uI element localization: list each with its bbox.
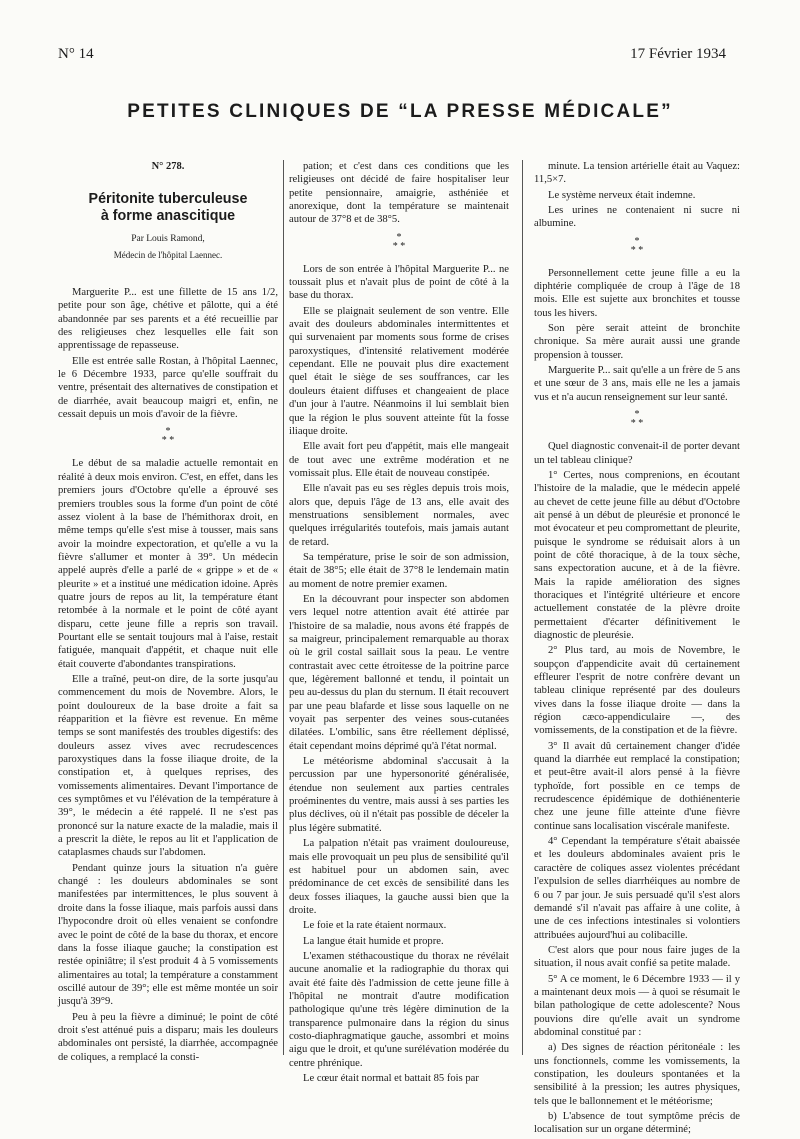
paragraph: Peu à peu la fièvre a diminué; le point de côté droit s'est atténué puis a disparu; mais les douleurs abdominales ont persisté, la diarrhée, accompagnée de coliques, a remplacé la consti-: [58, 1011, 278, 1063]
author-byline: Par Louis Ramond,: [131, 234, 205, 245]
separator-star: *: [634, 409, 640, 421]
paragraph: Sa température, prise le soir de son admission, était de 38°5; elle était de 37°8 le lendemain matin au moment de notre premier examen.: [289, 551, 509, 590]
article-title-line-1: Péritonite tuberculeuse: [88, 191, 248, 208]
paragraph: minute. La tension artérielle était au Vaquez: 11,5×7.: [534, 161, 740, 186]
paragraph: Les urines ne contenaient ni sucre ni albumine.: [534, 205, 740, 230]
paragraph-group: [58, 286, 278, 1064]
paragraph: 3° Il avait dû certainement changer d'idée quand la diarrhée eut remplacé la constipation; et peut-être avait-il alors pensé à la fièvre typhoïde, fort possible en ce temps de recrudescence épidémique de dothiénenterie chez une jeune fille atteinte d'une fièvre continue sans localisation viscérale manifeste.: [534, 740, 740, 832]
paragraph: Marguerite P... sait qu'elle a un frère de 5 ans et une sœur de 3 ans, mais elle ne les a jamais vus et n'a aucun renseignement sur leur santé.: [534, 365, 740, 403]
paragraph: C'est alors que pour nous faire juges de la situation, il nous avait confié sa petite malade.: [534, 944, 740, 970]
journal-section-title: PETITES CLINIQUES DE “LA PRESSE MÉDICALE”: [127, 101, 673, 122]
paragraph: La palpation n'était pas vraiment douloureuse, mais elle provoquait un peu plus de sensibilité qu'il est habituel pour un abdomen sain, avec prédominance de cet excès de sensibilité dans les deux fosses iliaques, la gauche aussi bien que la droite.: [289, 838, 509, 916]
column-rule: [522, 160, 523, 1055]
column-2: [289, 160, 509, 1087]
paragraph: Elle est entrée salle Rostan, à l'hôpital Laennec, le 6 Décembre 1933, parce qu'elle souffrait du ventre, présentait des alternatives de constipation et de diarrhée, avait beaucoup maigri et, enfin, ne cessait depuis un mois d'avoir de la fièvre.: [58, 355, 278, 421]
section-separator: [534, 410, 740, 428]
author-role: Médecin de l'hôpital Laennec.: [113, 249, 223, 260]
issue-date: 17 Février 1934: [630, 46, 726, 62]
separator-stars: * *: [161, 435, 175, 447]
section-separator: [289, 233, 509, 251]
paragraph: 2° Plus tard, au mois de Novembre, le soupçon d'appendicite avait dû certainement effleurer l'esprit de notre confrère devant un tableau clinique représenté par des douleurs vives dans la fosse iliaque droite — dans la région cæco-appendiculaire —, des vomissements, de la constipation et de la fièvre.: [534, 645, 740, 737]
paragraph: a) Des signes de réaction péritonéale : les uns fonctionnels, comme les vomissements, la constipation, les douleurs spontanées et la sensibilité à la pression; les autres physiques, tels que le ballonnement et le météorisme;: [534, 1042, 740, 1107]
section-separator: [58, 427, 278, 445]
column-rule: [283, 160, 284, 1055]
paragraph-group: [534, 440, 740, 1137]
separator-stars: * *: [630, 244, 644, 256]
paragraph: Le météorisme abdominal s'accusait à la percussion par une hypersonorité généralisée, étendue non seulement aux parties centrales proéminentes du ventre, mais aussi à ses parties les plus déclives, où il n'était pas possible de déceler la plus légère submatité.: [289, 756, 509, 834]
paragraph: Marguerite P... est une fillette de 15 ans 1/2, petite pour son âge, chétive et pâlotte, qui a été abandonnée par ses parents et a été recueillie par des religieuses chez lesquelles elle fait son apprentissage de repasseuse.: [58, 287, 278, 352]
paragraph: 5° A ce moment, le 6 Décembre 1933 — il y a maintenant deux mois — à quoi se résumait le bilan pathologique de cette adolescente? Nous pouvions dire qu'elle avait un syndrome abdominal constitué par :: [534, 973, 740, 1038]
paragraph-group: [534, 160, 740, 231]
paragraph: Quel diagnostic convenait-il de porter devant un tel tableau clinique?: [534, 441, 740, 466]
paragraph: b) L'absence de tout symptôme précis de localisation sur un organe déterminé;: [534, 1111, 740, 1136]
column-3: [534, 160, 740, 1139]
paragraph: Le foie et la rate étaient normaux.: [303, 920, 447, 932]
paragraph: Lors de son entrée à l'hôpital Marguerite P... ne toussait plus et n'avait plus de point de côté à la base du thorax.: [289, 263, 509, 302]
paragraph: Le début de sa maladie actuelle remontait en réalité à deux mois environ. C'est, en effet, dans les premiers jours d'Octobre qu'elle a éprouvé ses premiers troubles sous la forme d'un point de côté assez violent à la base de l'hémithorax droit, en même temps qu'elle s'est mise à tousser, mais sans avoir la moindre expectoration, et qu'elle a vu la fièvre s'allumer et monter à 39°. Un médecin appelé auprès d'elle a parlé de « grippe » et de « pleurite » et a institué une médication idoine. Après quatre jours de repos au lit, la température étant retombée à la normale et le point de côté ayant disparu, cette jeune fille a repris son travail. Pourtant elle se sentait toujours mal à l'aise, restait fatiguée, manquait d'appétit, et chaque nuit elle était couverte d'abondantes transpirations.: [58, 458, 278, 670]
paragraph-group: [289, 263, 509, 1086]
paragraph: Le cœur était normal et battait 85 fois par: [303, 1073, 479, 1084]
paragraph: Le système nerveux était indemne.: [548, 189, 696, 201]
column-1: [58, 160, 278, 1066]
paragraph: Elle se plaignait seulement de son ventre. Elle avait des douleurs abdominales intermittentes et qui survenaient par moments sous forme de crises paroxystiques, d'intensité relativement modérée cependant. Elle ne pouvait plus dire exactement quel était le siège de ses souffrances, car les douleurs étaient diffuses et changeaient de place d'un jour à l'autre. Néanmoins il lui semblait bien que la région le plus souvent atteinte fût la fosse iliaque droite.: [289, 305, 509, 437]
separator-star: *: [396, 231, 402, 243]
paragraph: 4° Cependant la température s'était abaissée et les douleurs abdominales avaient pris le caractère de coliques assez violentes précédant l'expulsion de selles diarrhéiques au nombre de 6 ou 7 par jour. Je suis persuadé qu'il s'est alors demandé s'il n'avait pas affaire à une colite, à une de ces infections intestinales si volontiers attribuées aujourd'hui au colibacille.: [534, 836, 740, 941]
paragraph-group: [289, 160, 509, 227]
paragraph: Elle a traîné, peut-on dire, de la sorte jusqu'au commencement du mois de Novembre. Alors, le point douloureux de la base droite a fait sa réapparition et la fièvre est revenue. En même temps se sont manifestés des troubles digestifs: des douleurs assez vives avec recrudescences paroxystiques dans la fosse iliaque droite, de la constipation et, à quelques reprises, des vomissements alimentaires. Devant l'importance de ces symptômes et vu l'élévation de la température à 39°, le médecin a été rappelé. Il ne s'est pas prononcé sur la nature exacte de la maladie, mais il a prescrit la diète, le repos au lit et l'application de cataplasmes chauds sur l'abdomen.: [58, 673, 278, 859]
paragraph: La langue était humide et propre.: [303, 935, 444, 947]
issue-number: N° 14: [58, 46, 94, 62]
paragraph: 1° Certes, nous comprenions, en écoutant l'histoire de la maladie, que le médecin appelé au chevet de cette jeune fille au début d'Octobre ait pensé à un début de pleurésie et prononcé le mot évocateur et peu compromettant de pleurite, puisque le syndrome se réduisait alors à un point de côté thoracique, à de la toux sèche, sans expectoration aucune, et à de la fièvre. Mais la rapide amélioration des signes thoraciques et l'intégrité ultérieure et encore actuellement constatée de la plèvre droite permettaient d'écarter définitivement le diagnostic de pleurésie.: [534, 469, 740, 641]
separator-stars: * *: [392, 240, 406, 252]
section-separator: [534, 237, 740, 255]
paragraph: En la découvrant pour inspecter son abdomen vers lequel notre attention avait été attirée par l'histoire de sa maladie, nous avons été frappés de sa maigreur, principalement remarquable au thorax où le gril costal saillait sous la peau. Le ventre contrastait avec cette étroitesse de la poitrine parce que, légèrement ballonné et tendu, il pointait un peu au-dessus du plan du sternum. Il était recouvert par une peau blafarde et lisse sous laquelle on ne voyait pas serpenter des veines sous-cutanées dilatées. L'ombilic, sans être réellement déplissé, était cependant moins déprimé qu'à l'état normal.: [289, 593, 509, 752]
paragraph: Personnellement cette jeune fille a eu la diphtérie compliquée de croup à l'âge de 18 mois. Elle est sujette aux bronchites et tousse tous les hivers.: [534, 267, 740, 319]
article-number: N° 278.: [151, 161, 185, 172]
paragraph: pation; et c'est dans ces conditions que les religieuses ont décidé de faire hospitaliser leur petite pensionnaire, amaigrie, asthéniée et anorexique, dont la température se maintenait autour de 37°8 et de 38°5.: [289, 161, 509, 226]
separator-stars: * *: [630, 418, 644, 430]
paragraph-group: [534, 267, 740, 404]
paragraph: Elle avait fort peu d'appétit, mais elle mangeait de tout avec une extrême modération et ne vomissait plus. Elle était de nouveau constipée.: [289, 441, 509, 479]
separator-star: *: [634, 235, 640, 247]
paragraph: Elle n'avait pas eu ses règles depuis trois mois, alors que, depuis l'âge de 13 ans, elle avait des menstruations sensiblement normales, avec quelques irrégularités toutefois, mais jamais autant de retard.: [289, 483, 509, 548]
separator-star: *: [165, 426, 171, 438]
paragraph: Son père serait atteint de bronchite chronique. Sa mère aurait aussi une grande propension à tousser.: [534, 323, 740, 361]
article-title: [58, 191, 278, 225]
paragraph: Pendant quinze jours la situation n'a guère changé : les douleurs abdominales se sont manifestées par intermittences, le plus souvent à droite dans la fosse iliaque, mais parfois aussi dans l'hypocondre droit où elles venaient se confondre avec le point de côté de la base du thorax, et encore dans la fosse iliaque gauche; la constipation est restée opiniâtre; il s'est produit 4 à 5 vomissements alimentaires au total; la température a constamment oscillé autour de 39°; elle est même montée un soir jusqu'à 39°9.: [58, 862, 278, 1008]
article-title-line-2: à forme anascitique: [100, 208, 236, 225]
paragraph: L'examen stéthacoustique du thorax ne révélait aucune anomalie et la radiographie du thorax qui avait été faite dès l'admission de cette jeune fille à l'hôpital ne montrait d'autre modification pathologique qu'une très légère diminution de la transparence pulmonaire dans la région du sinus costo-diaphragmatique gauche, assombri et moins aigu que le droit, et qu'une surélévation modérée du centre phrénique.: [289, 950, 509, 1069]
